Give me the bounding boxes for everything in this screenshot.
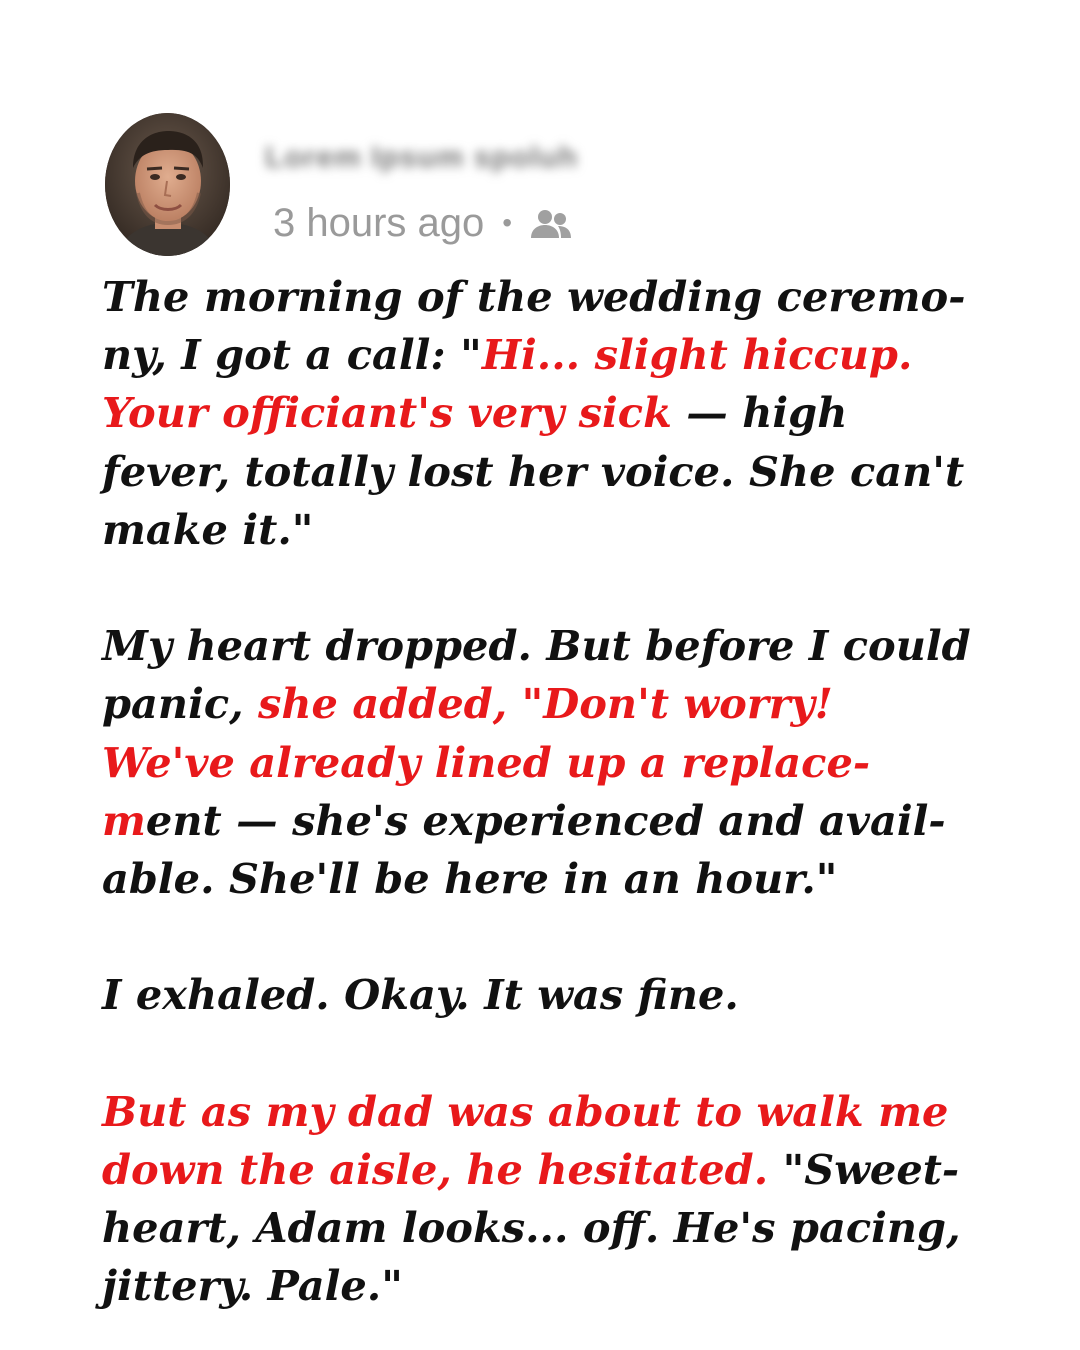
- text-line: [102, 675, 1002, 733]
- text-line: My heart dropped. But before I could: [102, 621, 971, 671]
- avatar-photo: [105, 113, 230, 256]
- text-line: make it.": [102, 504, 314, 554]
- paragraph-1: [102, 268, 1002, 559]
- text-line: [102, 326, 1002, 384]
- text-span: ny, I got a call: ": [102, 330, 482, 380]
- text-line: heart, Adam looks... off. He's pacing,: [102, 1203, 961, 1253]
- text-line: I exhaled. Okay. It was fine.: [102, 970, 739, 1020]
- highlight-text: m: [102, 795, 146, 845]
- text-span: panic,: [102, 679, 259, 729]
- post-meta: [273, 198, 574, 248]
- highlight-text: Your officiant's very sick: [102, 388, 672, 438]
- text-span: "Sweet-: [768, 1145, 960, 1194]
- highlight-text: Hi... slight hiccup.: [481, 330, 913, 380]
- text-span: ent — she's experienced and avail-: [145, 795, 946, 845]
- meta-separator: •: [502, 207, 513, 238]
- post-text: [102, 268, 1002, 1316]
- post-header: [105, 113, 1005, 258]
- text-line: fever, totally lost her voice. She can't: [102, 446, 965, 496]
- author-name[interactable]: Lorem Ipsum spoluh: [265, 141, 579, 174]
- post-timestamp[interactable]: 3 hours ago: [273, 200, 485, 245]
- avatar[interactable]: [105, 113, 230, 256]
- highlight-text: down the aisle, he hesitated.: [102, 1145, 769, 1194]
- text-span: — high: [671, 388, 848, 438]
- paragraph-2: [102, 617, 1002, 908]
- friends-icon[interactable]: [528, 206, 574, 240]
- highlight-text: We've already lined up a replace-: [102, 737, 871, 787]
- text-line: jittery. Pale.": [102, 1261, 403, 1311]
- paragraph-4: [102, 1083, 1002, 1316]
- highlight-text: she added, "Don't worry!: [258, 679, 833, 729]
- text-line: [102, 384, 1002, 442]
- text-line: able. She'll be here in an hour.": [102, 854, 838, 904]
- text-line: The morning of the wedding ceremo-: [102, 272, 966, 321]
- text-line: [102, 792, 1002, 850]
- highlight-text: But as my dad was about to walk me: [102, 1086, 949, 1136]
- text-line: [102, 1141, 1002, 1199]
- paragraph-3: [102, 966, 1002, 1024]
